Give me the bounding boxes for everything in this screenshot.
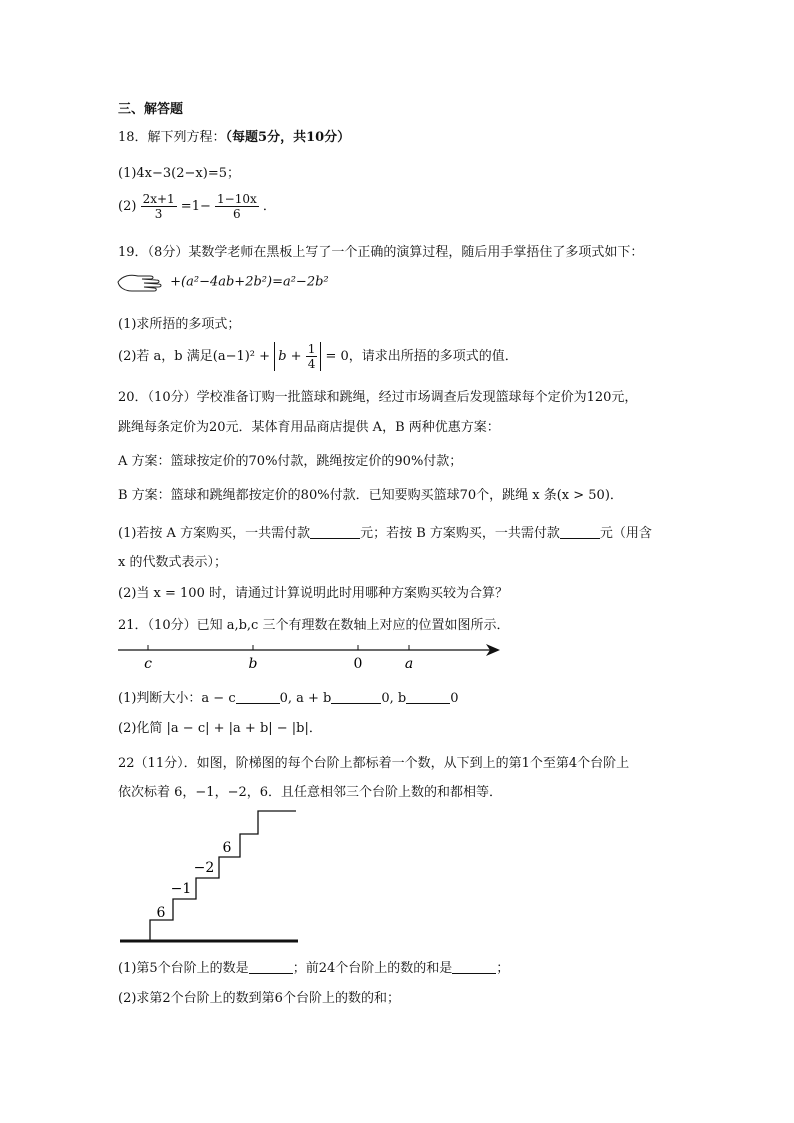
q21-blank-2[interactable]: [331, 689, 381, 704]
q20-plan-b: B 方案：篮球和跳绳都按定价的80%付款．已知要购买篮球70个，跳绳 x 条(x > 50)．: [118, 488, 623, 503]
q20-p1-b: 元；若按 B 方案购买，一共需付款: [360, 526, 560, 541]
q20-p1-a: (1)若按 A 方案购买，一共需付款: [118, 526, 311, 541]
q21-p1-d: 0: [450, 691, 459, 706]
q20-p1-c: 元（用含: [599, 526, 652, 541]
q21-part1: [118, 687, 459, 706]
label-a: a: [404, 656, 414, 672]
q18-frac1-num: 2x+1: [142, 192, 175, 206]
q21-blank-1[interactable]: [236, 689, 280, 704]
q18-frac2-num: 1−10x: [217, 192, 257, 206]
q22-p1-b: ；前24个台阶上的数的和是: [292, 961, 453, 976]
q20-part1-line2: x 的代数式表示）；: [118, 555, 227, 570]
q20-plan-a: A 方案：篮球按定价的70%付款，跳绳按定价的90%付款；: [118, 454, 463, 469]
q20-line1: 20．（10分）学校准备订购一批篮球和跳绳，经过市场调查后发现篮球每个定价为120元，: [118, 390, 638, 405]
q18-p2-prefix: (2): [118, 199, 137, 214]
step-3-label: −2: [193, 860, 215, 876]
q21-stem: 21．（10分）已知 a,b,c 三个有理数在数轴上对应的位置如图所示．: [118, 618, 510, 633]
q19-part1: (1)求所捂的多项式；: [118, 317, 241, 332]
section-title: 三、解答题: [118, 102, 184, 117]
q22-part1: [118, 957, 509, 976]
q21-blank-3[interactable]: [406, 689, 450, 704]
label-0: 0: [353, 656, 363, 672]
q22-part2: (2)求第2个台阶上的数到第6个台阶上的数的和；: [118, 991, 400, 1006]
q21-part2: (2)化简 |a − c| + |a + b| − |b|．: [118, 721, 322, 736]
q19-frac-num: 1: [307, 342, 316, 356]
q20-part1: [118, 522, 652, 541]
label-c: c: [144, 656, 152, 672]
label-b: b: [248, 656, 258, 672]
q19-equation: +(a²−4ab+2b²)=a²−2b²: [170, 274, 329, 290]
q19-equation-row: [116, 270, 329, 294]
q18-part1: (1)4x−3(2−x)=5；: [118, 166, 240, 181]
hand-icon: [116, 270, 166, 294]
q20-line2: 跳绳每条定价为20元．某体育用品商店提供 A，B 两种优惠方案：: [118, 420, 500, 435]
q18-frac2-den: 6: [233, 207, 241, 221]
q19-absolute-value: [274, 342, 321, 371]
q21-p1-b: 0, a + b: [279, 691, 332, 706]
q19-frac-den: 4: [307, 357, 316, 371]
q19-p2-suffix: = 0，请求出所捂的多项式的值．: [325, 349, 518, 364]
q18-note: （每题5分，共10分）: [225, 130, 351, 145]
q22-p1-c: ；: [496, 961, 510, 976]
q21-p1-c: 0, b: [381, 691, 407, 706]
q22-p1-a: (1)第5个台阶上的数是: [118, 961, 249, 976]
staircase-figure: [118, 806, 308, 946]
q19-p2-prefix: (2)若 a，b 满足(a−1)² +: [118, 349, 271, 364]
q19-abs-b: b +: [278, 349, 302, 364]
q20-part2: (2)当 x = 100 时，请通过计算说明此时用哪种方案购买较为合算？: [118, 586, 508, 601]
q18-p2-suffix: ．: [262, 199, 276, 214]
step-1-label: 6: [156, 905, 166, 921]
q19-part2: [118, 342, 518, 371]
q19-stem: 19．（8分）某数学老师在黑板上写了一个正确的演算过程，随后用手掌捂住了多项式如下：: [118, 245, 644, 260]
q22-line1: 22（11分）．如图，阶梯图的每个台阶上都标着一个数，从下到上的第1个至第4个台阶上: [118, 756, 630, 771]
q18-frac1-den: 3: [154, 207, 163, 221]
q18-p2-mid: =1−: [180, 199, 211, 214]
q20-blank-b[interactable]: [560, 524, 600, 539]
q18-fraction-1: [141, 192, 177, 221]
staircase-outline: [150, 811, 296, 941]
q22-blank-2[interactable]: [452, 959, 496, 974]
q19-fraction: [306, 342, 318, 371]
q20-blank-a[interactable]: [310, 524, 360, 539]
number-line: [118, 640, 508, 674]
q18-stem: [118, 126, 350, 145]
q18-fraction-2: [215, 192, 259, 221]
q18-stem-text: 18．解下列方程：: [118, 130, 226, 145]
step-2-label: −1: [170, 881, 192, 897]
q22-line2: 依次标着 6，−1，−2，6．且任意相邻三个台阶上数的和都相等．: [118, 785, 503, 800]
q22-blank-1[interactable]: [249, 959, 293, 974]
q21-p1-a: (1)判断大小：a − c: [118, 691, 236, 706]
step-4-label: 6: [222, 840, 232, 856]
q18-part2: [118, 192, 276, 221]
